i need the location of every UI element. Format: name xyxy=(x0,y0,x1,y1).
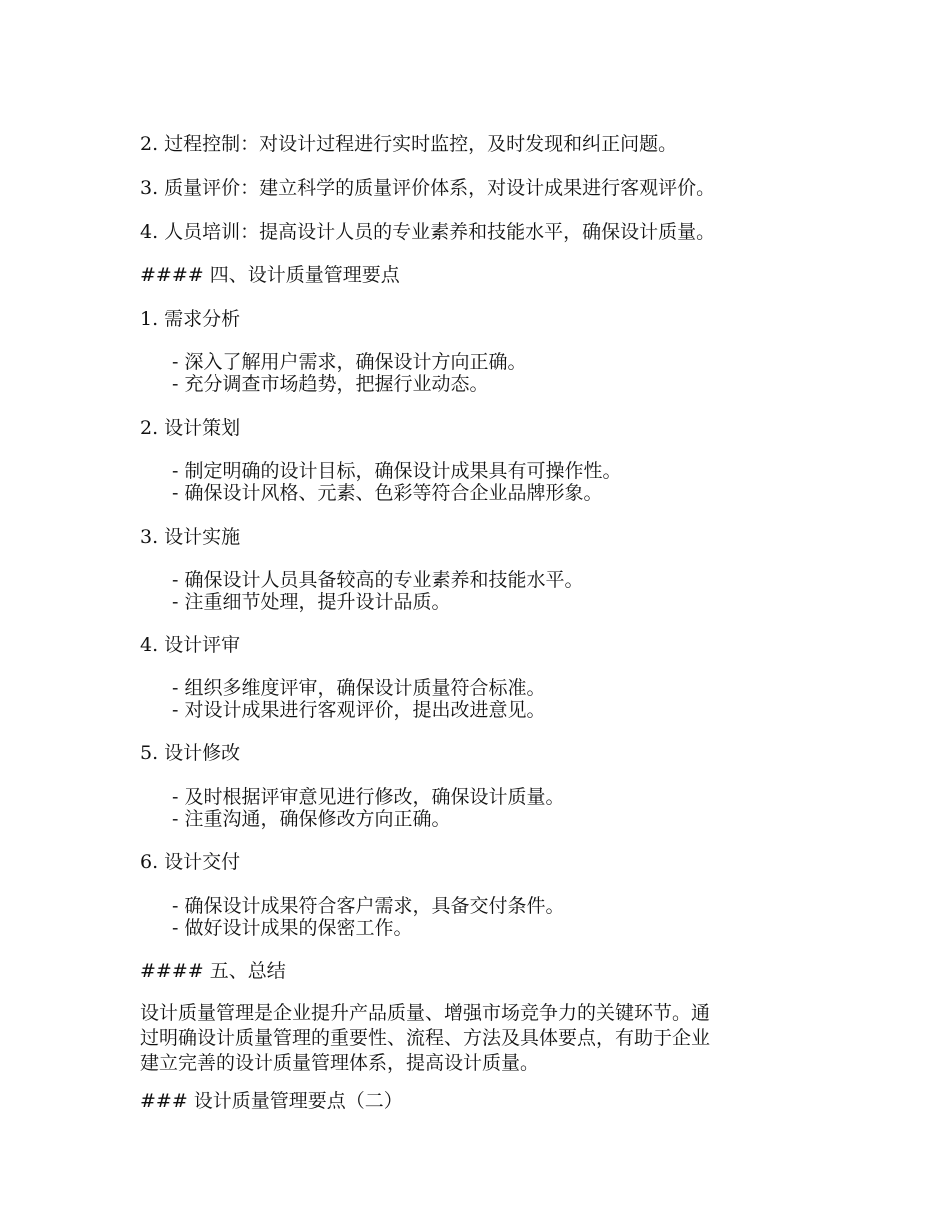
summary-line-1: 设计质量管理是企业提升产品质量、增强市场竞争力的关键环节。通 xyxy=(140,1002,711,1024)
point-title-1: 1. 需求分析 xyxy=(140,308,241,330)
point-6-bullet-2: - 做好设计成果的保密工作。 xyxy=(172,917,413,939)
point-title-6: 6. 设计交付 xyxy=(140,851,241,873)
point-title-4: 4. 设计评审 xyxy=(140,634,241,656)
next-section-heading: ### 设计质量管理要点（二） xyxy=(140,1090,403,1112)
point-3-bullet-1: - 确保设计人员具备较高的专业素养和技能水平。 xyxy=(172,569,584,591)
summary-paragraph xyxy=(140,1001,800,1076)
point-6-bullet-1: - 确保设计成果符合客户需求，具备交付条件。 xyxy=(172,895,565,917)
summary-line-2: 过明确设计质量管理的重要性、流程、方法及具体要点，有助于企业 xyxy=(140,1027,711,1049)
section-heading-4: #### 四、设计质量管理要点 xyxy=(140,264,400,286)
point-2-bullet-1: - 制定明确的设计目标，确保设计成果具有可操作性。 xyxy=(172,460,622,482)
process-item-3: 3. 质量评价：建立科学的质量评价体系，对设计成果进行客观评价。 xyxy=(140,177,716,199)
section-heading-5: #### 五、总结 xyxy=(140,960,286,982)
point-title-2: 2. 设计策划 xyxy=(140,417,241,439)
point-5-bullet-1: - 及时根据评审意见进行修改，确保设计质量。 xyxy=(172,786,565,808)
point-1-bullet-2: - 充分调查市场趋势，把握行业动态。 xyxy=(172,373,489,395)
point-4-bullet-2: - 对设计成果进行客观评价，提出改进意见。 xyxy=(172,699,546,721)
process-item-2: 2. 过程控制：对设计过程进行实时监控，及时发现和纠正问题。 xyxy=(140,133,678,155)
point-title-5: 5. 设计修改 xyxy=(140,742,241,764)
point-4-bullet-1: - 组织多维度评审，确保设计质量符合标准。 xyxy=(172,677,546,699)
process-item-4: 4. 人员培训：提高设计人员的专业素养和技能水平，确保设计质量。 xyxy=(140,221,716,243)
point-title-3: 3. 设计实施 xyxy=(140,526,241,548)
summary-line-3: 建立完善的设计质量管理体系，提高设计质量。 xyxy=(140,1052,540,1074)
point-2-bullet-2: - 确保设计风格、元素、色彩等符合企业品牌形象。 xyxy=(172,482,603,504)
point-1-bullet-1: - 深入了解用户需求，确保设计方向正确。 xyxy=(172,351,527,373)
point-3-bullet-2: - 注重细节处理，提升设计品质。 xyxy=(172,591,451,613)
point-5-bullet-2: - 注重沟通，确保修改方向正确。 xyxy=(172,808,451,830)
